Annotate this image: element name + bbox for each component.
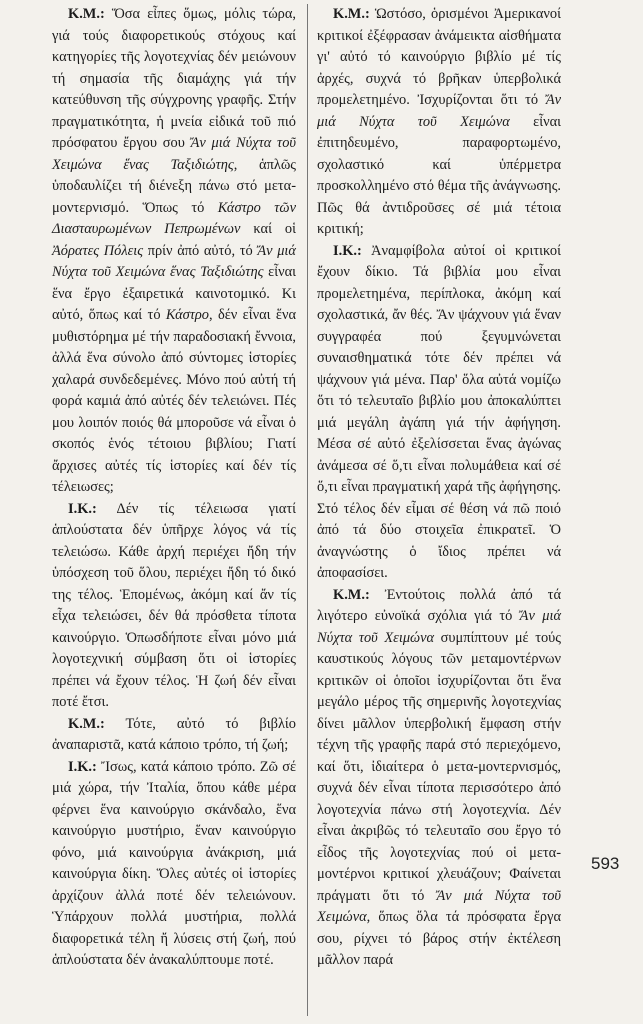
text-run: πρίν ἀπό αὐτό, τό xyxy=(143,242,258,259)
paragraph xyxy=(52,757,296,972)
book-title: Ἄν μιά Νύχτα τοῦ Χειμώνα ἕνας Ταξιδιώτης xyxy=(52,242,296,280)
text-run: Ἐντούτοις πολλά ἀπό τά λιγότερο εὐνοϊκά σχόλια γιά τό xyxy=(317,586,561,624)
column-divider xyxy=(307,4,308,1016)
book-title: Κάστρο xyxy=(165,307,209,323)
book-title: Ἄν μιά Νύχτα τοῦ Χειμώνα ἕνας Ταξιδιώτης xyxy=(52,135,296,173)
text-run: Ἴσως, κατά κάποιο τρόπο. Ζῶ σέ μιά χώρα, τήν Ἰταλία, ὅπου κάθε μέρα φέρνει ἕνα καινούργιο σκάνδαλο, ἕνα καινούργιο μυστήριο, ἕναν καινούργιο φόνο, μιά καινούργια ἀνάκριση, μιά καινούργια δίκη. Ὅλες αὐτές οἱ ἱστορίες ἀρχίζουν ἀλλά ποτέ δέν τελειώνουν. Ὑπάρχουν πολλά μυστήρια, πολλά διαφορετικά τέλη ἤ λύσεις στή ζωή, πού ἁπλούστατα δέν ἀνακαλύπτουμε ποτέ. xyxy=(52,758,296,968)
text-run: εἶναι ἐπιτηδευμένο, παραφορτωμένο, σχολαστικό καί ὑπέρμετρα προσκολλημένο στό θέμα τῆς ἀνάγνωσης. Πῶς θά ἀντιδροῦσες σέ μιά τέτοια κριτική; xyxy=(317,113,561,237)
right-column xyxy=(317,4,561,972)
speaker-label: Κ.Μ.: xyxy=(333,6,370,22)
paragraph xyxy=(317,585,561,972)
speaker-label: Ι.Κ.: xyxy=(333,242,362,259)
text-run: Ὅσα εἶπες ὅμως, μόλις τώρα, γιά τούς διαφορετικούς στόχους καί κατηγορίες τῆς λογοτεχνίας δέν μειώνουν τή σημασία τῆς διαμάχης γιά τήν κατεύθυνση τῆς σύγχρονης γραφῆς. Στήν πραγματικότητα, ἡ μνεία εἰδικά τοῦ πιό πρόσφατου ἔργου σου xyxy=(52,6,296,151)
text-run: εἶναι ἕνα ἔργο ἐξαιρετικά καινοτομικό. Κι αὐτό, ὅπως καί τό xyxy=(52,264,297,323)
speaker-label: Ι.Κ.: xyxy=(68,758,97,775)
text-run: συμπίπτουν μέ τούς καυστικούς λόγους τῶν μεταμοντέρνων κριτικῶν οἱ ὁποῖοι ἰσχυρίζονται ὅτι ἕνα μεγάλο μέρος τῆς σημερινῆς λογοτεχνίας δίνει μᾶλλον ὑπερβολική ἔμφαση στήν τέχνη τῆς γραφῆς παρά στό περιεχόμενο, καί ὅτι, ἰδιαίτερα ὁ μετα-μοντερνισμός, συχνά δέν εἶναι τίποτα περισσότερο ἀπό λογοτεχνία πάνω στή λογοτεχνία. Δέν εἶναι ἀκριβῶς τό τελευταῖο σου ἔργο τό εἶδος τῆς λογοτεχνίας πού οἱ μετα-μοντέρνοι κριτικοί χλευάζουν; Φαίνεται πράγματι ὅτι τό xyxy=(317,629,561,904)
paragraph xyxy=(52,4,296,499)
text-run: , δέν εἶναι ἕνα μυθιστόρημα μέ τήν παραδοσιακή ἔννοια, ἀλλά ἕνα σύνολο ἀπό σύντομες ἱστορίες χαλαρά συνδεδεμένες. Μόνο πού αὐτή τή φορά καμιά ἀπό αὐτές δέν τελειώνει. Πές μου λοιπόν ποιός θά μποροῦσε νά εἶναι ὁ σκοπός ἑνός τέτοιου βιβλίου; Γιατί ἄρχισες αὐτές τίς ἱστορίες καί δέν τίς τέλειωσες; xyxy=(52,307,296,495)
paragraph xyxy=(317,4,561,241)
book-title: Ἄν μιά Νύχτα τοῦ Χειμώνα xyxy=(317,608,561,646)
speaker-label: Κ.Μ.: xyxy=(68,715,105,732)
text-run: , ὅπως ὅλα τά πρόσφατα ἔργα σου, ρίχνει τό βάρος στήν ἐκτέλεση μᾶλλον παρά xyxy=(317,909,561,968)
text-run: Δέν τίς τέλειωσα γιατί ἁπλούστατα δέν ὑπῆρχε λόγος νά τίς τελειώσω. Κάθε ἀρχή περιέχει ἤδη τήν ὑπόσχεση τοῦ ὅλου, περιέχει ἤδη τό δικό της τέλος. Ἑπομένως, ἀκόμη καί ἄν τίς εἶχα τελειώσει, δέν θά πρόσθετα τίποτα καινούργιο. Ὁπωσδήποτε εἶναι μόνο μιά λογοτεχνική σύμβαση ὅτι οἱ ἱστορίες πρέπει νά ἔχουν τέλος. Ἡ ζωή δέν εἶναι ποτέ ἔτσι. xyxy=(52,500,296,710)
page-number: 593 xyxy=(591,854,620,873)
text-run: , ἁπλῶς ὑποδαυλίζει τή διένεξη πάνω στό μετα-μοντερνισμό. Ὅπως τό xyxy=(52,156,297,216)
text-run: καί οἱ xyxy=(240,221,296,237)
text-run: Ὡστόσο, ὁρισμένοι Ἀμερικανοί κριτικοί ἐξέφρασαν ἀνάμεικτα αἰσθήματα γι' αὐτό τό καινούργιο βιβλίο μέ τίς ἀρχές, συχνά τό βρῆκαν ὑπερβολικά προμελετημένο. Ἰσχυρίζονται ὅτι τό xyxy=(317,6,561,108)
book-title: Κάστρο τῶν Διασταυρωμένων Πεπρωμένων xyxy=(52,199,296,237)
speaker-label: Ι.Κ.: xyxy=(68,500,97,517)
speaker-label: Κ.Μ.: xyxy=(68,6,105,22)
paragraph xyxy=(52,714,296,757)
paragraph xyxy=(52,499,296,714)
book-title: Ἀόρατες Πόλεις xyxy=(52,242,144,259)
left-column xyxy=(52,4,296,972)
paragraph xyxy=(317,241,561,585)
text-run: Τότε, αὐτό τό βιβλίο ἀναπαριστᾶ, κατά κάποιο τρόπο, τή ζωή; xyxy=(52,715,296,753)
book-title: Ἄν μιά Νύχτα τοῦ Χειμώνα xyxy=(317,92,561,130)
speaker-label: Κ.Μ.: xyxy=(333,586,370,603)
text-run: Ἀναμφίβολα αὐτοί οἱ κριτικοί ἔχουν δίκιο. Τά βιβλία μου εἶναι προμελετημένα, περίπλοκα, ἀκόμη καί σχολαστικά, ἄν θές. Ἄν ψάχνουν γιά ἕναν συγγραφέα πού ξεγυμνώνεται συναισθηματικά τότε δέν πρέπει νά ψάχνουν γιά μένα. Παρ' ὅλα αὐτά νομίζω ὅτι τό τελευταῖο βιβλίο μου ἀποκαλύπτει μιά μεγάλη ἀγάπη γιά τήν ἀφήγηση. Μέσα σέ αὐτό ἐξελίσσεται ἕνας ἀγώνας ἀνάμεσα σέ ὅ,τι εἶναι πολυμάθεια καί σέ ὅ,τι εἶναι πραγματική χαρά τῆς ἀφήγησης. Στό τέλος δέν εἶμαι σέ θέση νά πῶ ποιό ἀπό τά δύο στοιχεῖα ἐπικρατεῖ. Ὁ ἀναγνώστης ὁ ἴδιος πρέπει νά ἀποφασίσει. xyxy=(317,242,561,581)
book-title: Ἄν μιά Νύχτα τοῦ Χειμώνα xyxy=(317,887,561,925)
